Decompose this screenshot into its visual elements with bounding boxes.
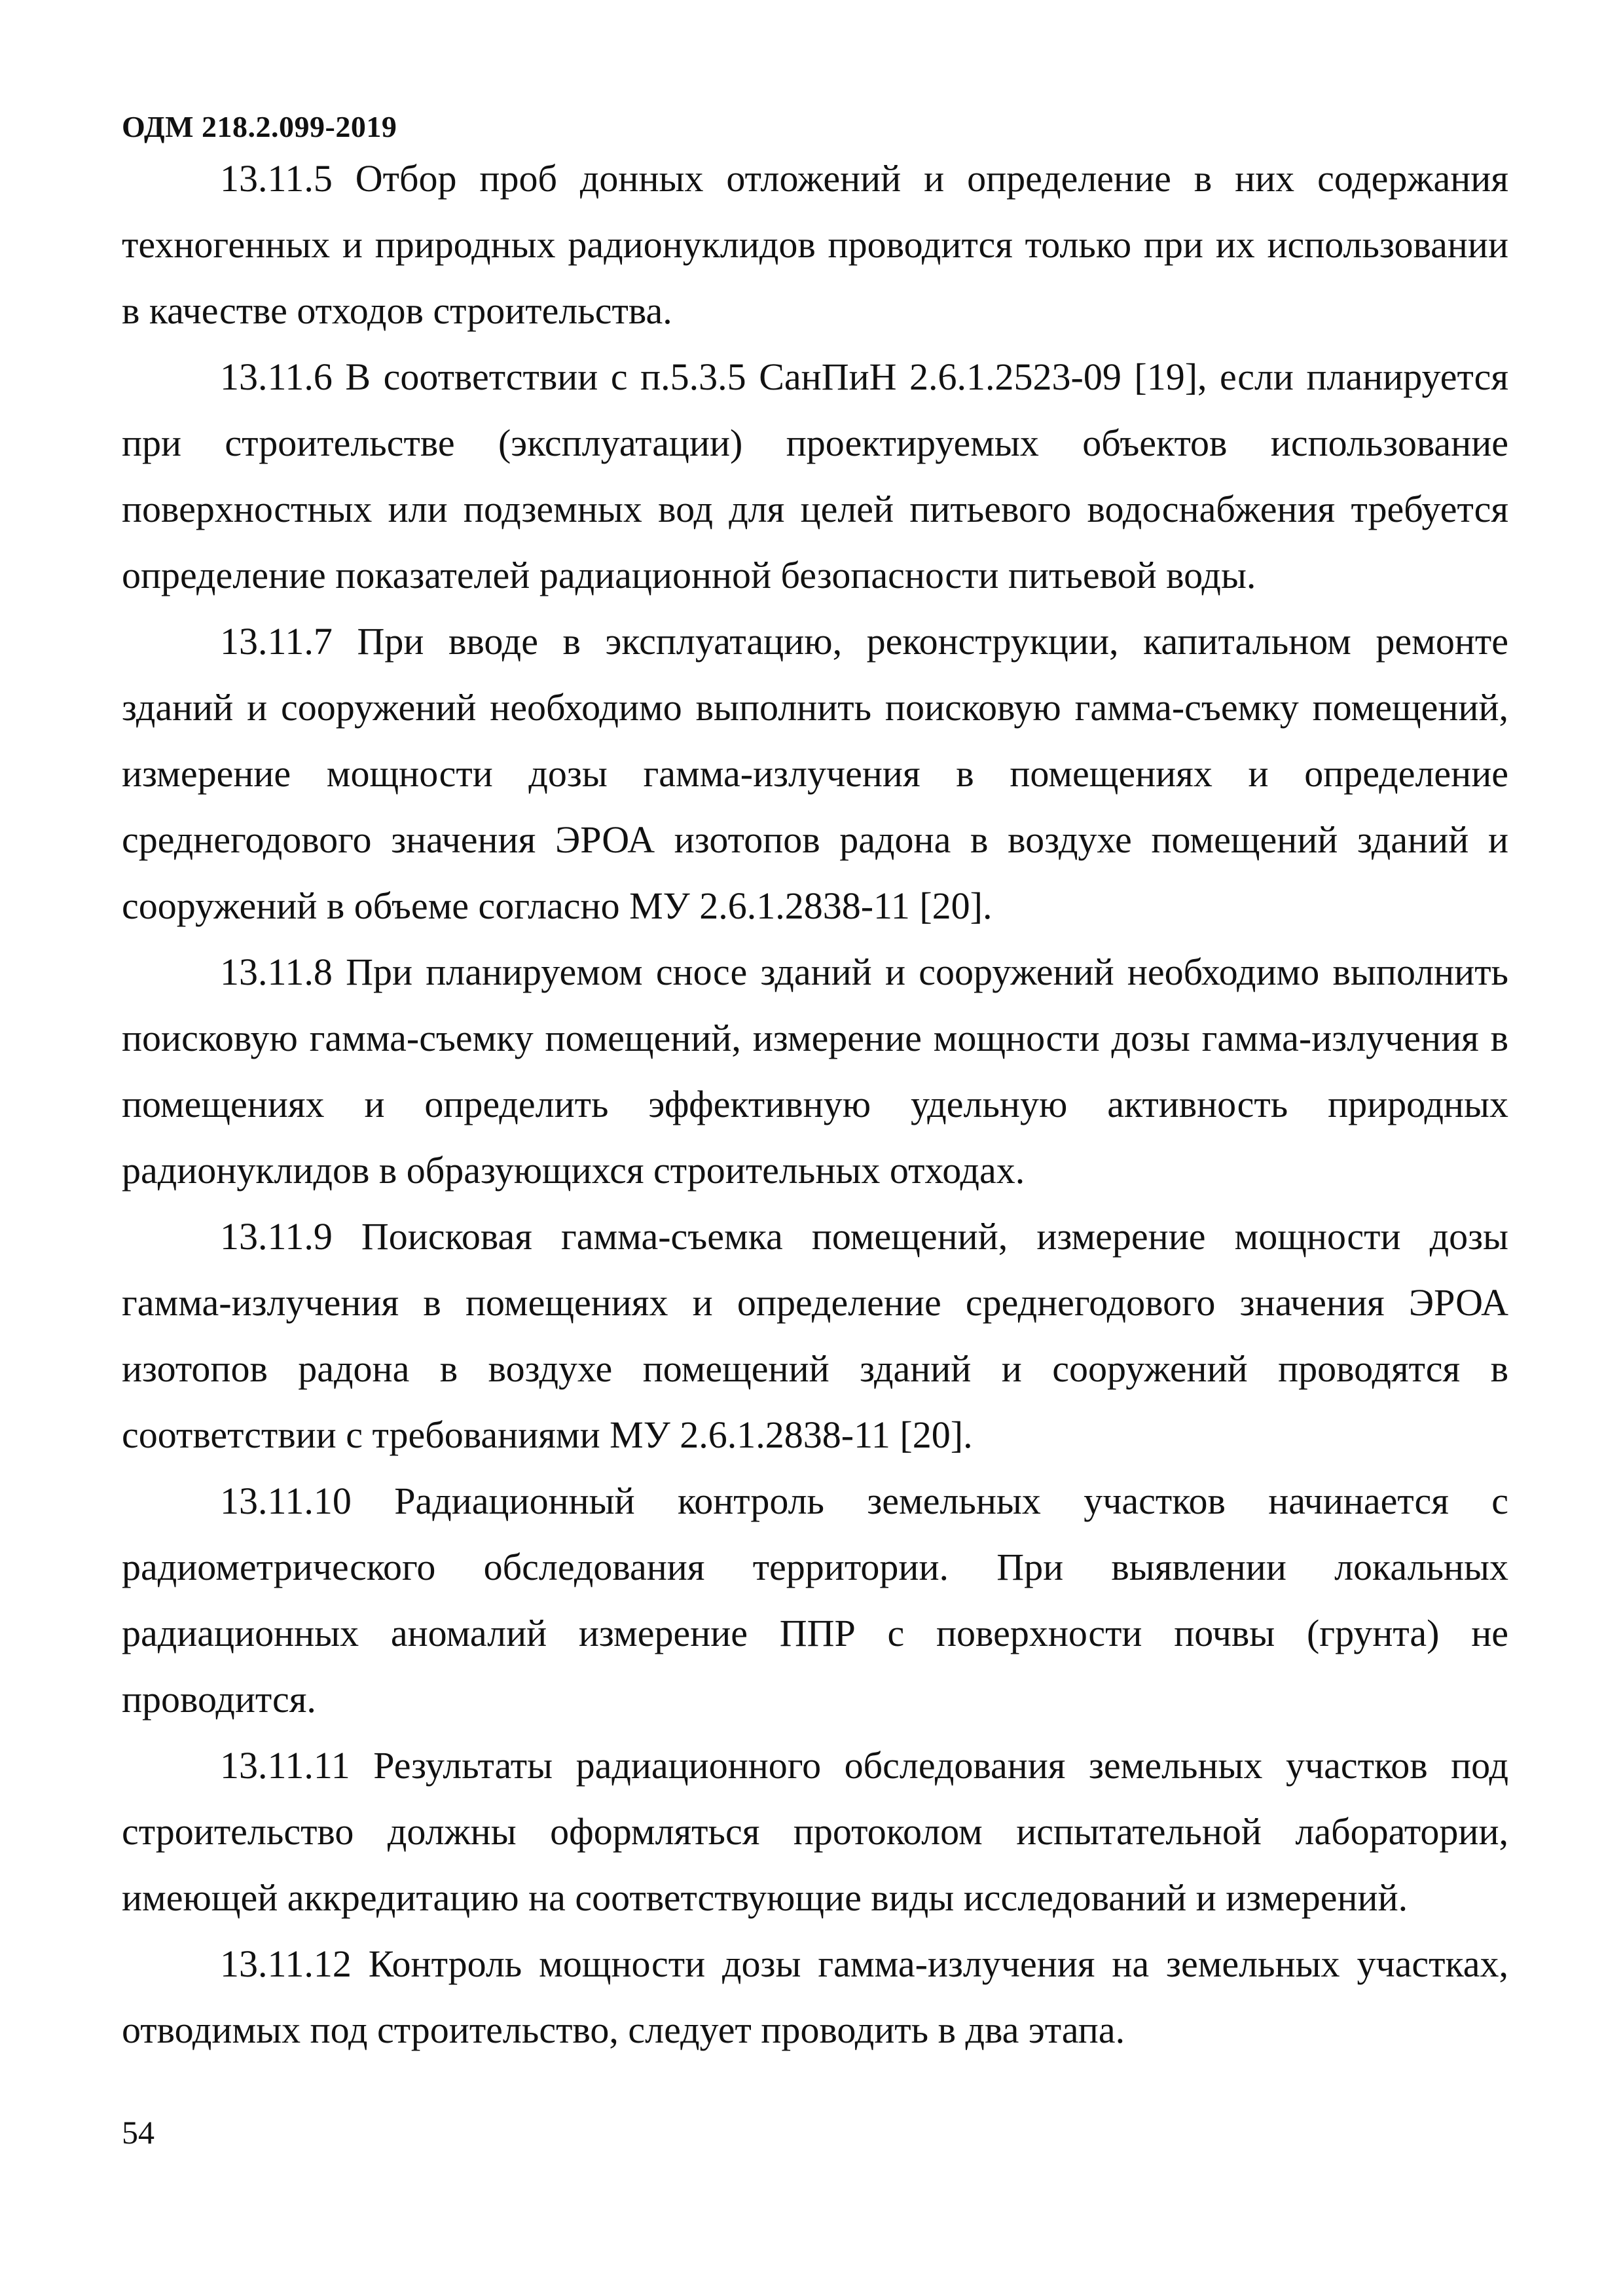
paragraph-13-11-11: 13.11.11 Результаты радиационного обследования земельных участков под строительство должны оформляться протоколом испытательной лаборатории, имеющей аккредитацию на соответствующие виды исследований и измерений. (122, 1744, 1508, 1919)
body-text (122, 145, 1508, 2063)
paragraph-13-11-12: 13.11.12 Контроль мощности дозы гамма-излучения на земельных участках, отводимых под строительство, следует проводить в два этапа. (122, 1942, 1508, 2051)
paragraph-13-11-9: 13.11.9 Поисковая гамма-съемка помещений, измерение мощности дозы гамма-излучения в помещениях и определение среднегодового значения ЭРОА изотопов радона в воздухе помещений зданий и сооружений проводятся в соответствии с требованиями МУ 2.6.1.2838-11 [20]. (122, 1215, 1508, 1456)
paragraph-13-11-7: 13.11.7 При вводе в эксплуатацию, реконструкции, капитальном ремонте зданий и сооружений необходимо выполнить поисковую гамма-съемку помещений, измерение мощности дозы гамма-излучения в помещениях и определение среднегодового значения ЭРОА изотопов радона в воздухе помещений зданий и сооружений в объеме согласно МУ 2.6.1.2838-11 [20]. (122, 620, 1508, 927)
page-number: 54 (122, 2114, 155, 2151)
paragraph-13-11-10: 13.11.10 Радиационный контроль земельных участков начинается с радиометрического обследования территории. При выявлении локальных радиационных аномалий измерение ППР с поверхности почвы (грунта) не проводится. (122, 1480, 1508, 1721)
paragraph-13-11-6: 13.11.6 В соответствии с п.5.3.5 СанПиН 2.6.1.2523-09 [19], если планируется при строительстве (эксплуатации) проектируемых объектов использование поверхностных или подземных вод для целей питьевого водоснабжения требуется определение показателей радиационной безопасности питьевой воды. (122, 355, 1508, 596)
document-code-header: ОДМ 218.2.099-2019 (122, 110, 397, 143)
paragraph-13-11-8: 13.11.8 При планируемом сносе зданий и сооружений необходимо выполнить поисковую гамма-съемку помещений, измерение мощности дозы гамма-излучения в помещениях и определить эффективную удельную активность природных радионуклидов в образующихся строительных отходах. (122, 951, 1508, 1192)
paragraph-13-11-5: 13.11.5 Отбор проб донных отложений и определение в них содержания техногенных и природных радионуклидов проводится только при их использовании в качестве отходов строительства. (122, 157, 1508, 332)
